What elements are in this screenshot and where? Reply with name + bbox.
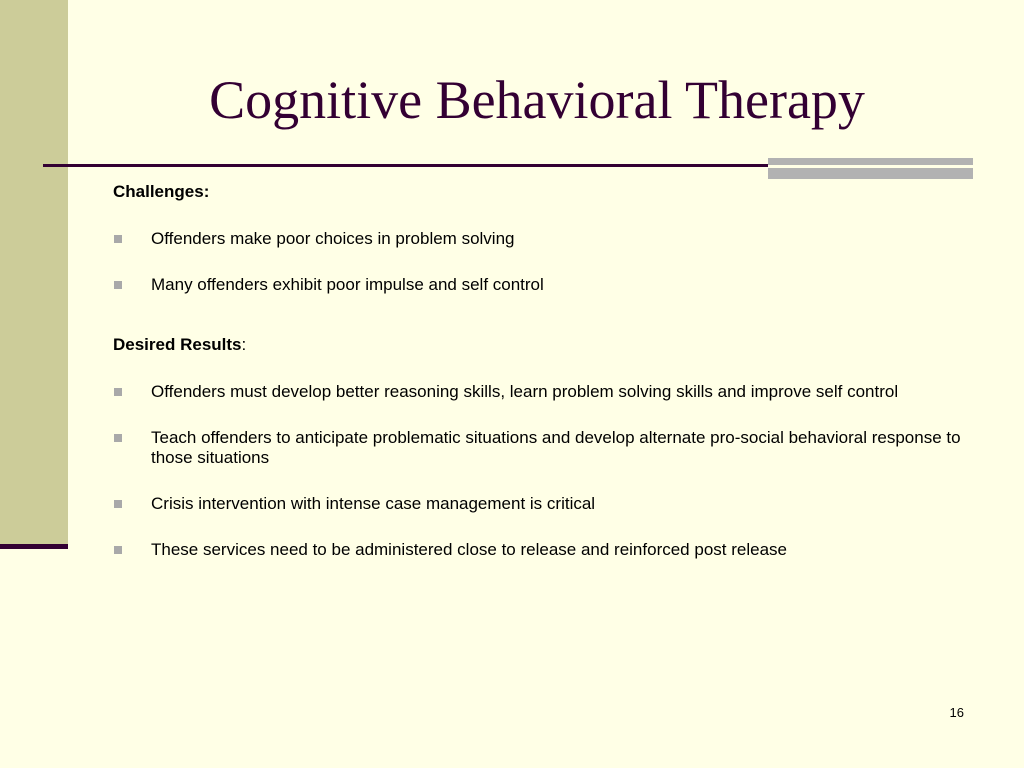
title-accent-bar <box>768 158 973 179</box>
square-bullet-icon <box>114 281 122 289</box>
title-accent-bar-line <box>768 165 973 168</box>
square-bullet-icon <box>114 235 122 243</box>
list-item <box>113 494 973 514</box>
square-bullet-icon <box>114 434 122 442</box>
list-item-text: These services need to be administered close to release and reinforced post release <box>151 540 787 559</box>
list-item <box>113 428 973 468</box>
section-heading-label: Challenges: <box>113 182 210 201</box>
list-item-text: Many offenders exhibit poor impulse and self control <box>151 275 544 294</box>
list-item <box>113 275 973 295</box>
title-divider <box>43 164 768 167</box>
section-heading-challenges <box>113 181 973 203</box>
square-bullet-icon <box>114 546 122 554</box>
square-bullet-icon <box>114 500 122 508</box>
list-item-text: Offenders make poor choices in problem solving <box>151 229 515 248</box>
list-item-text: Crisis intervention with intense case management is critical <box>151 494 596 513</box>
slide-body <box>113 181 973 560</box>
list-item <box>113 229 973 249</box>
list-item <box>113 540 973 560</box>
page-number: 16 <box>949 705 964 720</box>
list-item-text: Offenders must develop better reasoning skills, learn problem solving skills and improve self control <box>151 382 899 401</box>
left-accent-band <box>0 0 68 548</box>
section-heading-suffix: : <box>241 335 247 354</box>
challenges-list <box>113 229 973 295</box>
section-heading-desired-results <box>113 334 973 356</box>
list-item <box>113 382 973 402</box>
left-accent-rule <box>0 544 68 549</box>
section-heading-label: Desired Results <box>113 335 242 354</box>
section-spacer <box>113 295 973 334</box>
desired-results-list <box>113 382 973 560</box>
square-bullet-icon <box>114 388 122 396</box>
list-item-text: Teach offenders to anticipate problematic situations and develop alternate pro-social behavioral response to those situations <box>151 428 961 467</box>
slide-title: Cognitive Behavioral Therapy <box>209 70 865 130</box>
